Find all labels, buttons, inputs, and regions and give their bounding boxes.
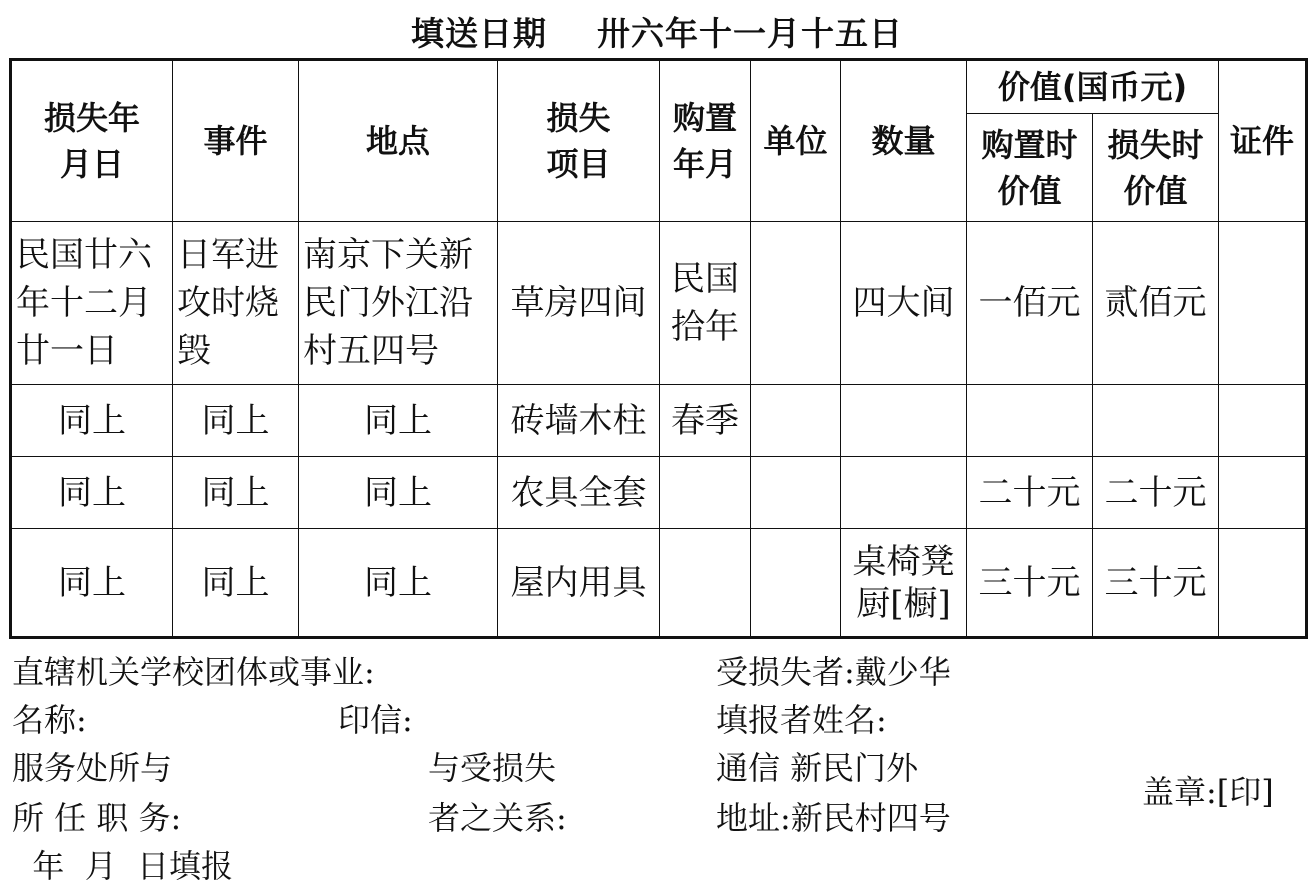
victim-name: 受损失者:戴少华 xyxy=(716,653,951,691)
header-loss-date: 损失年 月日 xyxy=(11,60,173,222)
cell-loss-value: 贰佰元 xyxy=(1093,222,1219,385)
cell-unit xyxy=(751,222,841,385)
header-loss-item: 损失 项目 xyxy=(498,60,660,222)
cell-unit xyxy=(751,385,841,457)
cell-purchase-value: 二十元 xyxy=(967,457,1093,529)
cell-purchase-value: 一佰元 xyxy=(967,222,1093,385)
cell-purchase-date: 春季 xyxy=(660,385,751,457)
table-row xyxy=(11,529,1307,638)
cell-event: 同上 xyxy=(173,385,299,457)
cell-item: 草房四间 xyxy=(498,222,660,385)
cell-loss-date: 同上 xyxy=(11,457,173,529)
cell-loss-value: 二十元 xyxy=(1093,457,1219,529)
header-event: 事件 xyxy=(173,60,299,222)
reporter-name: 填报者姓名: xyxy=(716,701,887,739)
cell-loss-date: 民国廿六 年十二月 廿一日 xyxy=(11,222,173,385)
cell-item: 屋内用具 xyxy=(498,529,660,638)
cell-event: 同上 xyxy=(173,457,299,529)
relation-label-1: 与受损失 xyxy=(428,749,557,787)
header-unit: 单位 xyxy=(751,60,841,222)
header-quantity: 数量 xyxy=(841,60,967,222)
form-title: 填送日期 卅六年十一月十五日 xyxy=(411,14,903,53)
header-purchase-value: 购置时 价值 xyxy=(967,114,1093,222)
cell-certificate xyxy=(1219,457,1307,529)
stamp-label: 盖章:[印] xyxy=(1142,773,1274,811)
cell-purchase-date xyxy=(660,529,751,638)
table-row xyxy=(11,222,1307,385)
header-value-group: 价值(国币元) xyxy=(967,60,1219,114)
cell-location: 同上 xyxy=(299,385,498,457)
cell-certificate xyxy=(1219,222,1307,385)
seal-label: 印信: xyxy=(338,701,413,739)
header-loss-value: 损失时 价值 xyxy=(1093,114,1219,222)
cell-location: 同上 xyxy=(299,529,498,638)
service-label: 服务处所与 xyxy=(12,749,173,787)
cell-event: 同上 xyxy=(173,529,299,638)
relation-label-2: 者之关系: xyxy=(428,799,567,837)
org-label: 直辖机关学校团体或事业: xyxy=(12,653,375,691)
cell-certificate xyxy=(1219,529,1307,638)
fill-date-line: 年 月 日填报 xyxy=(12,847,234,885)
address-line-2: 地址:新民村四号 xyxy=(716,799,951,837)
position-label: 所 任 职 务: xyxy=(12,799,182,837)
cell-loss-date: 同上 xyxy=(11,385,173,457)
header-location: 地点 xyxy=(299,60,498,222)
table-row xyxy=(11,457,1307,529)
cell-item: 农具全套 xyxy=(498,457,660,529)
cell-quantity: 四大间 xyxy=(841,222,967,385)
cell-loss-date: 同上 xyxy=(11,529,173,638)
cell-unit xyxy=(751,457,841,529)
cell-purchase-value: 三十元 xyxy=(967,529,1093,638)
address-line-1: 通信 新民门外 xyxy=(716,749,919,787)
header-certificate: 证件 xyxy=(1219,60,1307,222)
cell-quantity xyxy=(841,457,967,529)
cell-purchase-date xyxy=(660,457,751,529)
cell-purchase-value xyxy=(967,385,1093,457)
cell-purchase-date: 民国 拾年 xyxy=(660,222,751,385)
cell-loss-value: 三十元 xyxy=(1093,529,1219,638)
cell-location: 同上 xyxy=(299,457,498,529)
cell-loss-value xyxy=(1093,385,1219,457)
name-label: 名称: xyxy=(12,701,87,739)
cell-unit xyxy=(751,529,841,638)
cell-location: 南京下关新 民门外江沿 村五四号 xyxy=(299,222,498,385)
cell-certificate xyxy=(1219,385,1307,457)
cell-quantity xyxy=(841,385,967,457)
table-row xyxy=(11,385,1307,457)
loss-report-table xyxy=(9,58,1308,639)
cell-item: 砖墙木柱 xyxy=(498,385,660,457)
header-purchase-date: 购置 年月 xyxy=(660,60,751,222)
cell-event: 日军进 攻时烧 毁 xyxy=(173,222,299,385)
cell-quantity: 桌椅凳 厨[橱] xyxy=(841,529,967,638)
